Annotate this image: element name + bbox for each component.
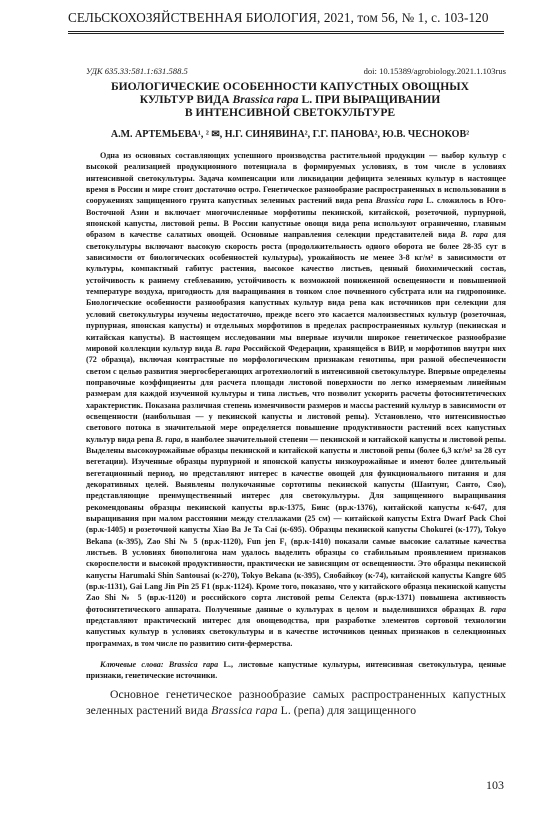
title-line-1: БИОЛОГИЧЕСКИЕ ОСОБЕННОСТИ КАПУСТНЫХ ОВОЩНЫХ xyxy=(110,80,470,93)
species-name: B. rapa xyxy=(478,604,506,614)
species-name: B. rapa xyxy=(214,343,241,353)
title-line-2 xyxy=(75,93,505,106)
intro-pre: Основное генетическое разнообразие самых распространенных капустных зеленных растений вида xyxy=(86,688,506,717)
header-rule-top xyxy=(68,31,504,32)
title-line-3: В ИНТЕНСИВНОЙ СВЕТОКУЛЬТУРЕ xyxy=(184,106,396,120)
intro-post: L. (репа) для защищенного xyxy=(277,704,417,717)
abstract-part-2: L. сложилось в Юго-Восточной Азии и включает многочисленные морфотипы пекинской, китайской, розеточной, пурпурной, японской капусты, листовой репы. В России капустные овощи вида репа используют ограниченно, главным образом в качестве салатных овощей. Основные направления селекции представителей вида xyxy=(86,196,506,240)
keywords-species: Brassica rapa xyxy=(168,660,219,669)
udc-code: УДК 635.33:581.1:631.588.5 xyxy=(86,66,188,76)
title-species: Brassica rapa xyxy=(232,93,299,107)
abstract-paragraph xyxy=(86,150,506,649)
intro-paragraph xyxy=(86,687,506,719)
introduction xyxy=(86,687,506,719)
abstract-part-4: Российской Федерации, хранящейся в ВИР, и морфотипов внутри них (72 образца), включая контрастные по морфологическим признакам генотипы, при разной обеспеченности светом с целью развития энергосберегающих агротехнологий в интенсивной светокультуре. Впервые определены поправочные коэффициенты для расчета площади листовой поверхности по легко измеряемым линейным размерам для каждой изученной культуры и типа листьев, что позволит ускорить расчеты фотосинтетических характеристик. Показана различная степень изменчивости размеров и массы растений культур в зависимости от освещенности (наибольшая — у пекинской капусты и листовой репы). Установлено, что интенсивностью светового потока в значительной мере определяется повышение продуктивности растений всех капустных культур вида репа xyxy=(86,343,506,444)
doi-link[interactable]: doi: 10.15389/agrobiology.2021.1.103rus xyxy=(363,66,506,76)
keywords-paragraph xyxy=(86,659,506,682)
keywords xyxy=(86,659,506,682)
authors: А.М. АРТЕМЬЕВА¹, ² ✉, Н.Г. СИНЯВИНА², Г.Г. ПАНОВА², Ю.В. ЧЕСНОКОВ² xyxy=(110,129,470,140)
title-line-2-pre: КУЛЬТУР ВИДА xyxy=(139,93,233,107)
intro-species: Brassica rapa xyxy=(211,704,278,717)
title-line-2-post: L. ПРИ ВЫРАЩИВАНИИ xyxy=(298,93,441,107)
running-head: СЕЛЬСКОХОЗЯЙСТВЕННАЯ БИОЛОГИЯ, 2021, том 56, № 1, с. 103-120 xyxy=(68,10,489,25)
species-name: Brassica rapa xyxy=(375,196,424,206)
article-meta xyxy=(86,66,506,76)
abstract-part-6: представляют практический интерес для овощеводства, при разработке элементов сортовой технологии капустных культур в условиях светокультуры и в качестве источников ценных признаков в селекционных программах, в том числе по развитию сити-фермерства. xyxy=(86,616,506,648)
species-name: B. rapa xyxy=(460,230,488,240)
header-rule-bottom xyxy=(68,33,504,34)
species-name: B. rapa xyxy=(155,434,181,444)
article-title xyxy=(75,80,505,120)
abstract xyxy=(86,150,506,649)
keywords-label: Ключевые слова: xyxy=(100,660,164,669)
page-number: 103 xyxy=(486,778,504,792)
keywords-text: L., листовые капустные культуры, интенсивная светокультура, ценные признаки, генетические источники. xyxy=(86,660,506,681)
abstract-part-5: , в наиболее значительной степени — пекинской и китайской капусты и листовой репы. Выделены высокоурожайные образцы пекинской и китайской капусты и листовой репы (более 6,3 кг/м² за 28 сут вегетации). Изученные образцы пурпурной и японской капусты низкоурожайные и имеют более длительный вегетационный период, но представляют интерес в качестве овощей для функционального питания и для декоративных целей. Выявлены полукочанные сортотипы пекинской капусты (Шантунг, Санто, Сяо), представляющие преимущественный интерес для светокультуры. Для защищенного выращивания рекомендованы образцы пекинской капусты вр.к-1375, Бинс (вр.к-1376), китайской капусты к-647, для выращивания при малом расстоянии между стеллажами (25 см) — китайской капусты Extra Dwarf Pack Choi (вр.к-1405) и розеточной капусты Xiao Ba Je Ta Cai (к-695). Образцы пекинской капусты Chokurei (к-177), Tokyo Bekana (к-395), Zao Shi № 5 (вр.к-1120), Fun jen F₁ (вр.к-1410) показали самые высокие салатные качества листьев. В условиях биополигона нам удалось выделить образцы со стабильным проявлением признаков скороспелости и высокой продуктивности, практически не зависящим от освещенности. Это образцы пекинской капусты Harumaki Shin Santousai (к-270), Tokyo Bekana (к-395), Сяобайкоу (к-74), китайской капусты Kangre 605 (вр.к-1131), Gai Lang Jin Pin 25 F1 (вр.к-1124). Кроме того, показано, что у китайского образца пекинской капусты Zao Shi № 5 (вр.к-1120) и российского сорта листовой репы Селекта (вр.к-1371) повышена активность фотосинтетического аппарата. Полученные данные о культурах в целом и выделившихся образцах xyxy=(86,434,506,614)
abstract-part-1: Одна из основных составляющих успешного производства растительной продукции — выбор культур с высокой реализацией продукционного потенциала в формируемых условиях, в том числе в условиях интенсивной светокультуры. Задача компенсации или ликвидации дефицита зеленных культур в настоящее время в России и мире стоит достаточно остро. Генетическое разнообразие распространенных в использовании в сооружениях защищенного грунта капустных зеленных растений вида репа xyxy=(86,151,506,206)
abstract-part-3: для светокультуры включают высокую скорость роста (продолжительность одного оборота не более 28-35 сут в зависимости от биологических особенностей культуры), урожайность не менее 3-8 кг/м² в зависимости от культуры, компактный габитус растения, высокое качество листьев, ценный биохимический состав, устойчивость к раннему стеблеванию, устойчивость к возможной пониженной освещенности и повышенной температуре воздуха, пригодность для выращивания в тонком слое почвенного субстрата или на гидропонике. Биологические особенности разнообразия капустных культур вида репа как источников при селекции для условий светокультуры изучены недостаточно, прежде всего это касается малоизвестных культур (розеточная, пурпурная, японская капусты) и отдельных морфотипов в пределах распространенных культур (пекинская и китайская капусты). В настоящем исследовании мы впервые изучили широкое генетическое разнообразие мировой коллекции культур вида xyxy=(86,230,506,353)
